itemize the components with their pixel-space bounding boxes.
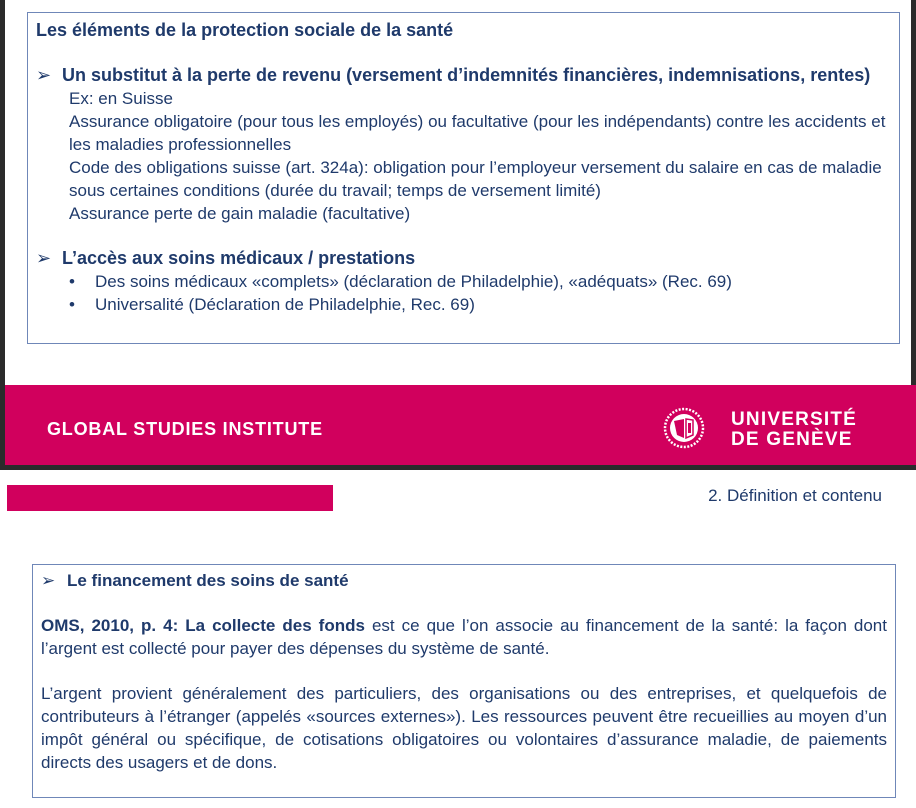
oms-citation: OMS, 2010, p. 4: La collecte des fonds [41, 616, 365, 635]
bullet-acces-soins [36, 247, 891, 270]
list-item-text: Universalité (Déclaration de Philadelphie, Rec. 69) [95, 295, 475, 314]
list-item [69, 293, 891, 316]
text-line: Code des obligations suisse (art. 324a): obligation pour l’employeur versement du salaire en cas de maladie sous certaines conditions (durée du travail; temps de versement limité) [69, 158, 882, 200]
bullet-acces-soins-heading: L’accès aux soins médicaux / prestations [62, 248, 416, 268]
bullet-financement [41, 569, 887, 592]
financement-heading: Le financement des soins de santé [67, 571, 349, 590]
oms-definition: est ce que l’on associe au financement de la santé: la façon dont l’argent est collecté pour payer des dépenses du système de santé. [41, 616, 887, 658]
text-line: Assurance obligatoire (pour tous les employés) ou facultative (pour les indépendants) contre les accidents et les maladies professionnelles [69, 112, 886, 154]
university-name-line1: UNIVERSITÉ [731, 409, 858, 430]
arrow-bullet-icon: ➢ [36, 248, 52, 268]
bullet-revenu [36, 64, 891, 87]
list-item-text: Des soins médicaux «complets» (déclaration de Philadelphie), «adéquats» (Rec. 69) [95, 272, 732, 291]
dot-bullet-icon: • [69, 295, 75, 314]
section-label: 2. Définition et contenu [708, 486, 882, 505]
text-line: Ex: en Suisse [69, 89, 173, 108]
list-item [69, 270, 891, 293]
university-seal-icon [663, 407, 705, 449]
dot-bullet-icon: • [69, 272, 75, 291]
slide-accent-bar [7, 485, 333, 511]
arrow-bullet-icon: ➢ [36, 65, 52, 85]
arrow-bullet-icon: ➢ [41, 571, 56, 590]
university-name-line2: DE GENÈVE [731, 429, 853, 450]
banner-bottom-edge [0, 465, 916, 470]
footer-banner [5, 385, 916, 465]
bullet-revenu-heading: Un substitut à la perte de revenu (versement d’indemnités financières, indemnisations, rentes) [62, 65, 871, 85]
protection-sociale-box [27, 12, 900, 344]
financement-box [32, 564, 896, 798]
oms-paragraph [41, 614, 887, 660]
institute-name: GLOBAL STUDIES INSTITUTE [47, 419, 323, 439]
financing-sources-paragraph: L’argent provient généralement des particuliers, des organisations ou des entreprises, et quelquefois de contributeurs à l’étranger (appelés «sources externes»). Les ressources peuvent être recueillies au moyen d’un impôt général ou spécifique, de cotisations obligatoires ou volontaires d’assurance maladie, de paiements directs des usagers et de dons. [41, 684, 887, 772]
university-logo [663, 405, 883, 449]
slide-title: Les éléments de la protection sociale de la santé [36, 20, 454, 40]
text-line: Assurance perte de gain maladie (facultative) [69, 204, 411, 223]
